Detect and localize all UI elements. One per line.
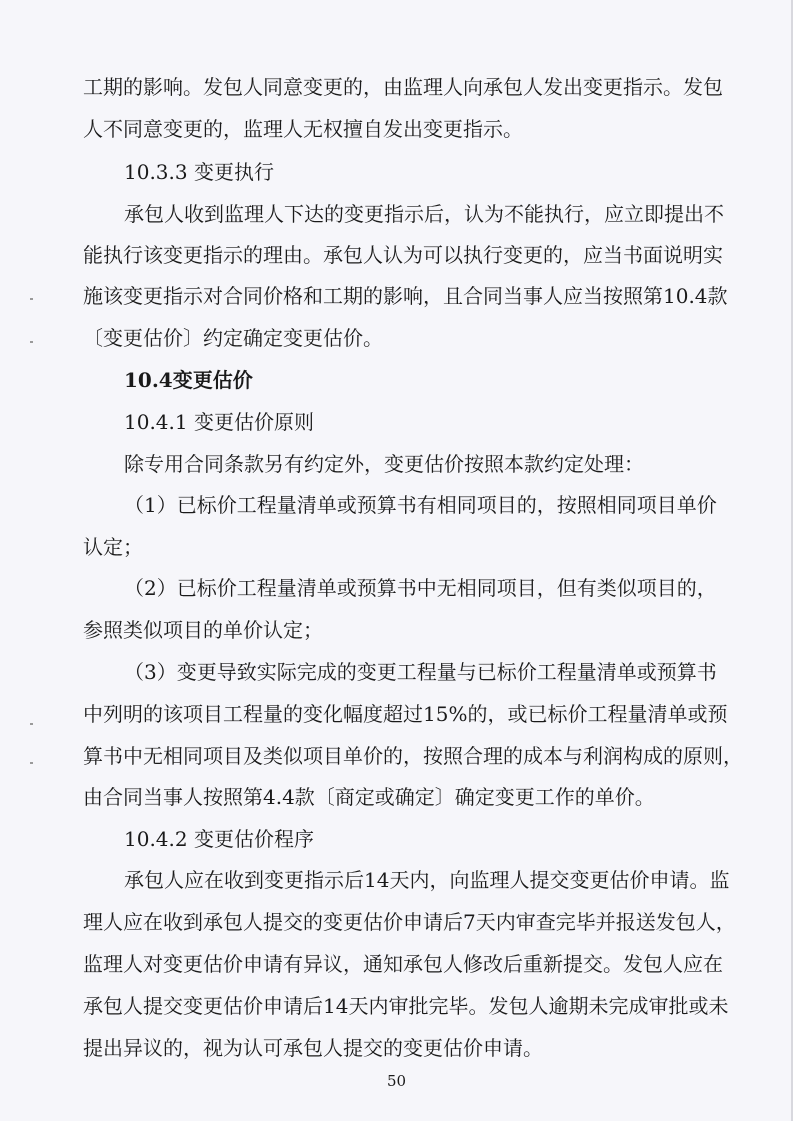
scan-mark [30, 723, 33, 725]
body-text-line: 理人应在收到承包人提交的变更估价申请后7天内审查完毕并报送发包人， [83, 910, 736, 934]
scan-mark [30, 298, 33, 300]
body-text-line: 〔变更估价〕约定确定变更估价。 [83, 326, 383, 350]
body-text-line: （1）已标价工程量清单或预算书有相同项目的，按照相同项目单价 [124, 493, 717, 517]
body-text-line: 参照类似项目的单价认定； [83, 618, 323, 642]
body-text-line: 监理人对变更估价申请有异议，通知承包人修改后重新提交。发包人应在 [83, 952, 723, 976]
body-text-line: 除专用合同条款另有约定外，变更估价按照本款约定处理： [124, 452, 644, 476]
scan-mark [30, 762, 33, 764]
body-text-line: 中列明的该项目工程量的变化幅度超过15%的，或已标价工程量清单或预 [83, 702, 728, 726]
body-text-line: 算书中无相同项目及类似项目单价的，按照合理的成本与利润构成的原则， [83, 744, 743, 768]
body-text-line: 由合同当事人按照第4.4款〔商定或确定〕确定变更工作的单价。 [83, 785, 655, 809]
page-number: 50 [386, 1072, 407, 1090]
body-text-line: 承包人应在收到变更指示后14天内，向监理人提交变更估价申请。监 [124, 868, 730, 892]
body-text-line: 承包人提交变更估价申请后14天内审批完毕。发包人逾期未完成审批或未 [83, 994, 729, 1018]
body-text-line: （3）变更导致实际完成的变更工程量与已标价工程量清单或预算书 [124, 660, 717, 684]
body-text-line: 人不同意变更的，监理人无权擅自发出变更指示。 [83, 117, 523, 141]
body-text-line: 认定； [83, 535, 143, 559]
body-text-line: 施该变更指示对合同价格和工期的影响，且合同当事人应当按照第10.4款 [83, 284, 728, 308]
body-text-line: 提出异议的，视为认可承包人提交的变更估价申请。 [83, 1036, 543, 1060]
body-text-line: 能执行该变更指示的理由。承包人认为可以执行变更的，应当书面说明实 [83, 243, 723, 267]
body-text-line: （2）已标价工程量清单或预算书中无相同项目，但有类似项目的， [124, 576, 717, 600]
subsection-heading: 10.4.1 变更估价原则 [124, 410, 314, 434]
section-heading: 10.4变更估价 [124, 368, 253, 392]
subsection-heading: 10.4.2 变更估价程序 [124, 827, 314, 851]
subsection-heading: 10.3.3 变更执行 [124, 160, 274, 184]
body-text-line: 工期的影响。发包人同意变更的，由监理人向承包人发出变更指示。发包 [83, 75, 723, 99]
scan-mark [30, 341, 33, 343]
body-text-line: 承包人收到监理人下达的变更指示后，认为不能执行，应立即提出不 [124, 202, 724, 226]
